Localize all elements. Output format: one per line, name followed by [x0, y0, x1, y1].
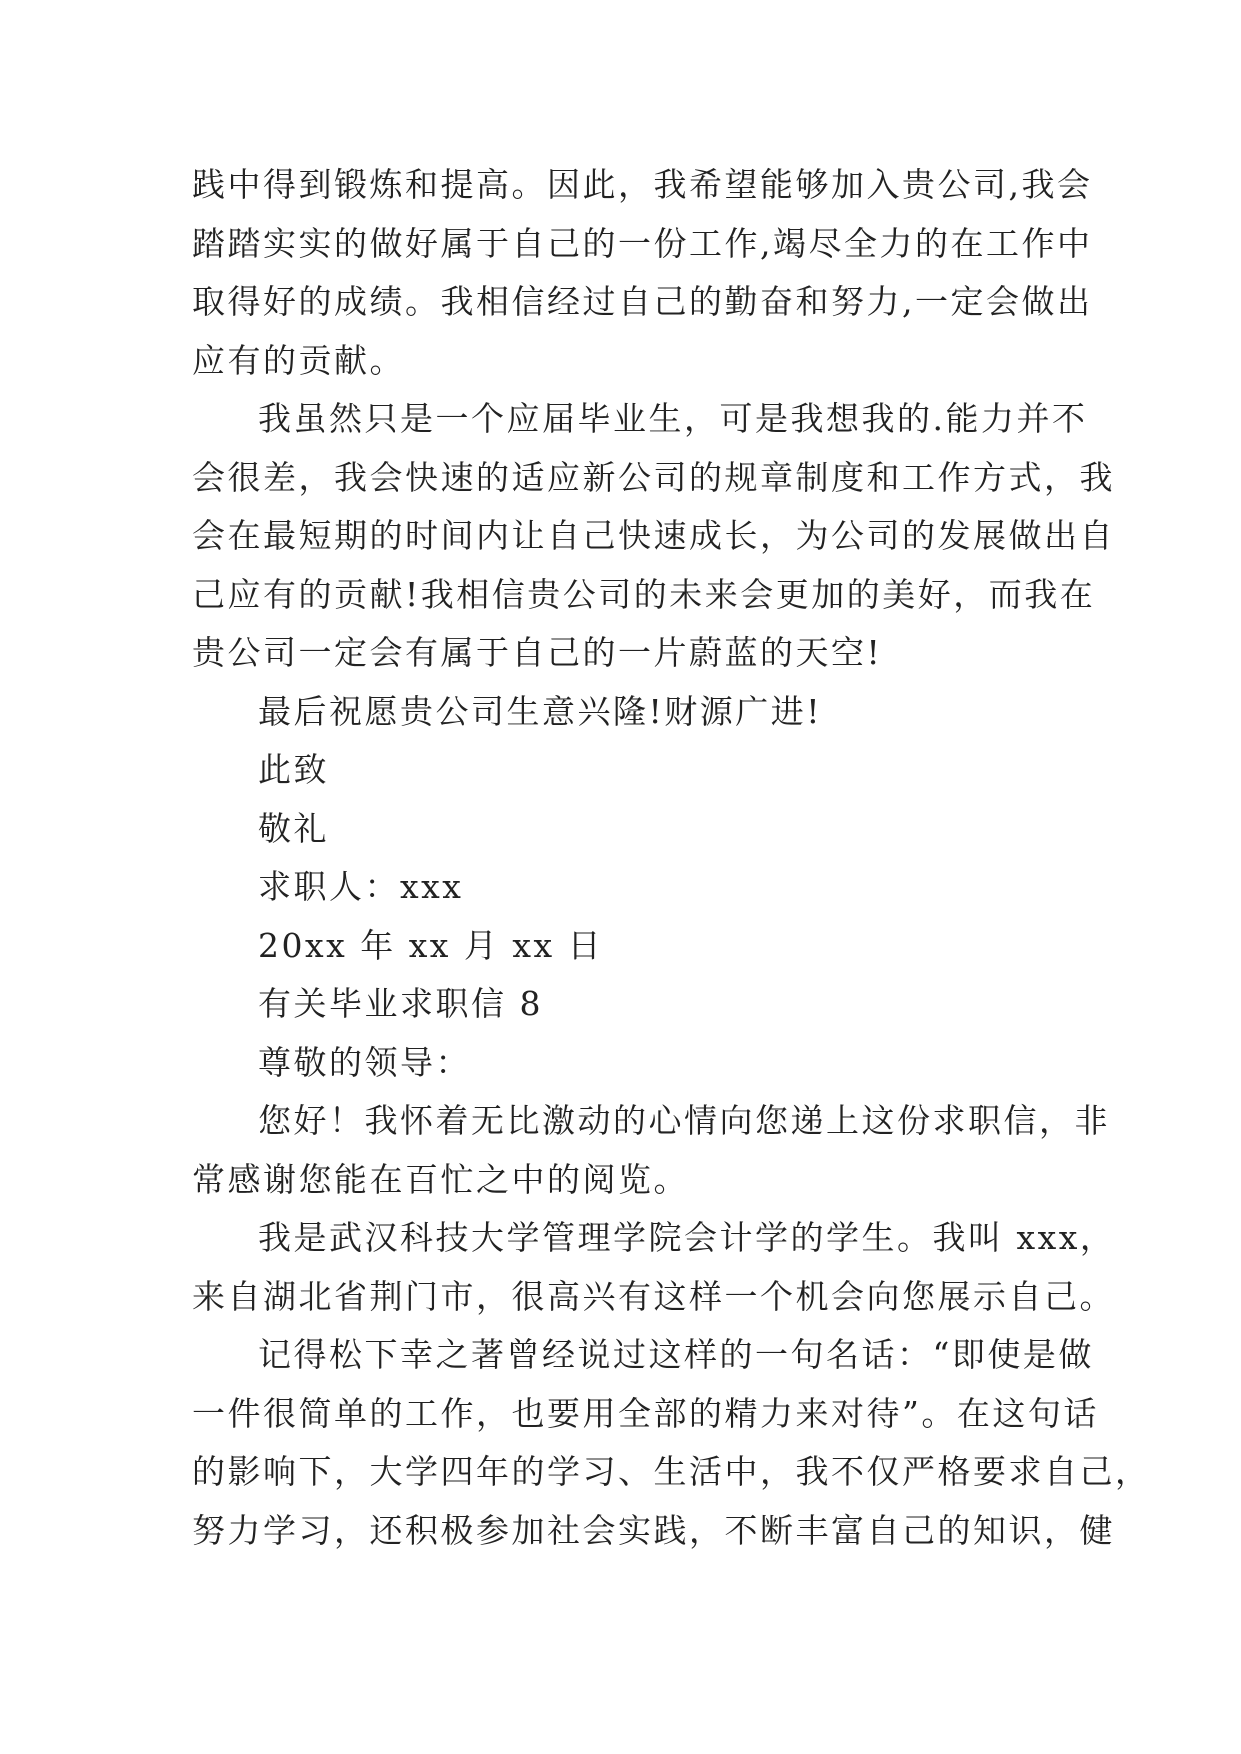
- text-line-23: 的影响下，大学四年的学习、生活中，我不仅严格要求自己，: [192, 1452, 1151, 1491]
- signature-applicant: 求职人：xxx: [258, 867, 464, 906]
- closing-wish: 最后祝愿贵公司生意兴隆!财源广进!: [258, 691, 823, 731]
- salutation-close: 此致: [258, 750, 329, 789]
- text-line-8: 己应有的贡献!我相信贵公司的未来会更加的美好，而我在: [192, 574, 1096, 614]
- text-line-17: 您好！我怀着无比激动的心情向您递上这份求职信，非: [258, 1101, 1110, 1140]
- text-line-20: 来自湖北省荆门市，很高兴有这样一个机会向您展示自己。: [192, 1276, 1115, 1316]
- text-line-18: 常感谢您能在百忙之中的阅览。: [192, 1159, 689, 1199]
- text-line-21: 记得松下幸之著曾经说过这样的一句名话：“即使是做: [258, 1335, 1094, 1374]
- text-line-2: 踏踏实实的做好属于自己的一份工作,竭尽全力的在工作中: [192, 223, 1093, 263]
- text-line-22: 一件很简单的工作，也要用全部的精力来对待”。在这句话: [192, 1393, 1099, 1433]
- text-line-6: 会很差，我会快速的适应新公司的规章制度和工作方式，我: [192, 457, 1115, 497]
- salutation-regards: 敬礼: [258, 808, 329, 848]
- signature-date: 20xx 年 xx 月 xx 日: [258, 925, 604, 965]
- text-line-24: 努力学习，还积极参加社会实践，不断丰富自己的知识，健: [192, 1510, 1115, 1550]
- text-line-9: 贵公司一定会有属于自己的一片蔚蓝的天空!: [192, 633, 883, 672]
- text-line-7: 会在最短期的时间内让自己快速成长，为公司的发展做出自: [192, 516, 1115, 555]
- text-line-3: 取得好的成绩。我相信经过自己的勤奋和努力,一定会做出: [192, 282, 1093, 321]
- text-line-1: 践中得到锻炼和提高。因此，我希望能够加入贵公司,我会: [192, 165, 1093, 204]
- letter-body: [192, 156, 1151, 1560]
- section-heading: 有关毕业求职信 8: [258, 984, 543, 1023]
- letter-greeting: 尊敬的领导：: [258, 1042, 471, 1082]
- text-line-5: 我虽然只是一个应届毕业生，可是我想我的.能力并不: [258, 399, 1088, 438]
- text-line-19: 我是武汉科技大学管理学院会计学的学生。我叫 xxx，: [258, 1218, 1116, 1257]
- text-line-4: 应有的贡献。: [192, 340, 405, 380]
